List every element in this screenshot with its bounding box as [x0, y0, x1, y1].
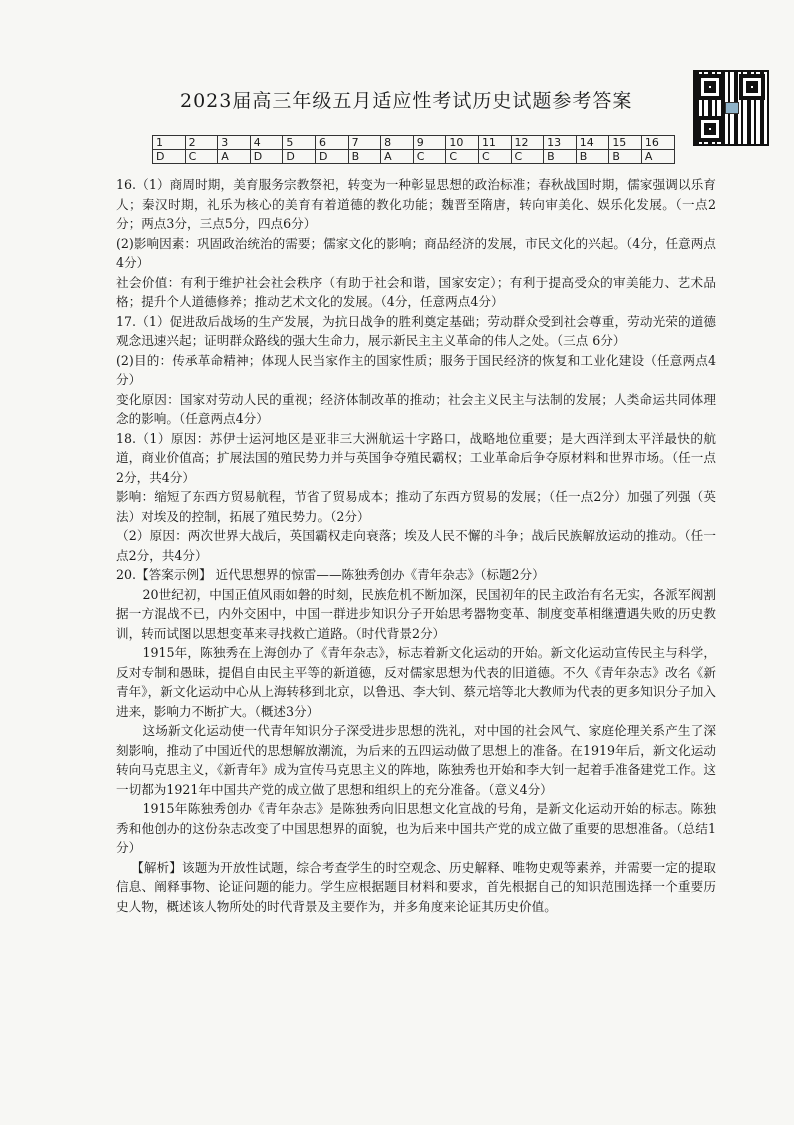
question-number: 11 [478, 136, 511, 150]
answer-table-answer-row [153, 150, 675, 164]
answer-cell: D [153, 150, 186, 164]
question-number: 6 [315, 136, 348, 150]
question-number: 14 [576, 136, 609, 150]
question-number: 1 [153, 136, 186, 150]
question-number: 4 [250, 136, 283, 150]
answer-table-number-row [153, 136, 675, 150]
answer-cell: C [185, 150, 218, 164]
question-number: 7 [348, 136, 381, 150]
essay-paragraph: 这场新文化运动使一代青年知识分子深受进步思想的洗礼，对中国的社会风气、家庭伦理关系产生了深刻影响，推动了中国近代的思想解放潮流，为后来的五四运动做了思想上的准备。在1919年后，新文化运动转向马克思主义，《新青年》成为宣传马克思主义的阵地，陈独秀也开始和李大钊一起着手准备建党工作。这一切都为1921年中国共产党的成立做了思想和组织上的充分准备。（意义4分） [116, 723, 716, 797]
question-number: 16 [641, 136, 674, 150]
answer-cell: C [413, 150, 446, 164]
question-number: 5 [283, 136, 316, 150]
question-number: 3 [218, 136, 251, 150]
answer-cell: C [478, 150, 511, 164]
answer-cell: D [283, 150, 316, 164]
answer-paragraph: 18.（1）原因：苏伊士运河地区是亚非三大洲航运十字路口，战略地位重要；是大西洋到太平洋最快的航道，商业价值高；扩展法国的殖民势力并与英国争夺殖民霸权；工业革命后争夺原材料和世界市场。（任一点2分，共4分） [116, 430, 716, 485]
analysis-paragraph: 【解析】该题为开放性试题，综合考查学生的时空观念、历史解释、唯物史观等素养，并需要一定的提取信息、阐释事物、论证问题的能力。学生应根据题目材料和要求，首先根据自己的知识范围选择一个重要历史人物，概述该人物所处的时代背景及主要作为，并多角度来论证其历史价值。 [116, 859, 716, 914]
answer-cell: A [381, 150, 414, 164]
answer-paragraph: 17.（1）促进敌后战场的生产发展，为抗日战争的胜利奠定基础；劳动群众受到社会尊重，劳动光荣的道德观念迅速兴起；证明群众路线的强大生命力，展示新民主主义革命的伟人之处。（三点 6分） [116, 313, 716, 348]
question-number: 13 [544, 136, 577, 150]
answer-cell: B [348, 150, 381, 164]
answer-paragraph: 变化原因：国家对劳动人民的重视；经济体制改革的推动；社会主义民主与法制的发展；人类命运共同体理念的影响。（任意两点4分） [116, 391, 716, 426]
answer-cell: D [315, 150, 348, 164]
answer-paragraph: 影响：缩短了东西方贸易航程，节省了贸易成本；推动了东西方贸易的发展；（任一点2分）加强了列强（英法）对埃及的控制，拓展了殖民势力。（2分） [116, 489, 716, 524]
answer-paragraph: 社会价值：有利于维护社会社会秩序（有助于社会和谐，国家安定）；有利于提高受众的审美能力、艺术品格；提升个人道德修养；推动艺术文化的发展。（4分，任意两点4分） [116, 274, 716, 309]
essay-paragraph: 20世纪初，中国正值风雨如磐的时刻，民族危机不断加深，民国初年的民主政治有名无实，各派军阀割据一方混战不已，内外交困中，中国一群进步知识分子开始思考器物变革、制度变革相继遭遇失败的历史教训，转而试图以思想变革来寻找救亡道路。（时代背景2分） [116, 586, 716, 641]
answer-cell: B [609, 150, 642, 164]
question-number: 15 [609, 136, 642, 150]
answer-content [116, 175, 716, 916]
answer-table [152, 135, 675, 164]
essay-paragraph: 1915年，陈独秀在上海创办了《青年杂志》，标志着新文化运动的开始。新文化运动宣传民主与科学，反对专制和愚昧，提倡自由民主平等的新道德，反对儒家思想为代表的旧道德。不久《青年杂志》改名《新青年》，新文化运动中心从上海转移到北京，以鲁迅、李大钊、蔡元培等北大教师为代表的更多知识分子加入进来，影响力不断扩大。（概述3分） [116, 645, 716, 719]
question-number: 2 [185, 136, 218, 150]
essay-paragraph: 1915年陈独秀创办《青年杂志》是陈独秀向旧思想文化宣战的号角，是新文化运动开始的标志。陈独秀和他创办的这份杂志改变了中国思想界的面貌，也为后来中国共产党的成立做了重要的思想准备。（总结1分） [116, 801, 716, 855]
answer-paragraph: 16.（1）商周时期，美育服务宗教祭祀，转变为一种彰显思想的政治标准；春秋战国时期，儒家强调以乐育人；秦汉时期，礼乐为核心的美育有着道德的教化功能；魏晋至隋唐，转向审美化、娱乐化发展。（一点2分；两点3分，三点5分，四点6分） [116, 177, 716, 231]
answer-cell: C [511, 150, 544, 164]
question-number: 10 [446, 136, 479, 150]
question-number: 9 [413, 136, 446, 150]
answer-paragraph: (2)目的：传承革命精神；体现人民当家作主的国家性质；服务于国民经济的恢复和工业化建设（任意两点4分） [116, 352, 716, 387]
qr-code-icon [693, 70, 769, 146]
answer-cell: B [544, 150, 577, 164]
answer-cell: C [446, 150, 479, 164]
question-number: 12 [511, 136, 544, 150]
page-title: 2023届高三年级五月适应性考试历史试题参考答案 [180, 90, 633, 112]
answer-paragraph: 20.【答案示例】 近代思想界的惊雷——陈独秀创办《青年杂志》（标题2分） [116, 567, 545, 582]
answer-cell: D [250, 150, 283, 164]
answer-cell: B [576, 150, 609, 164]
answer-paragraph: (2)影响因素：巩固政治统治的需要；儒家文化的影响；商品经济的发展，市民文化的兴起。（4分，任意两点4分） [116, 235, 716, 270]
answer-paragraph: （2）原因：两次世界大战后，英国霸权走向衰落；埃及人民不懈的斗争；战后民族解放运动的推动。（任一点2分，共4分） [116, 528, 716, 563]
question-number: 8 [381, 136, 414, 150]
answer-cell: A [218, 150, 251, 164]
answer-cell: A [641, 150, 674, 164]
